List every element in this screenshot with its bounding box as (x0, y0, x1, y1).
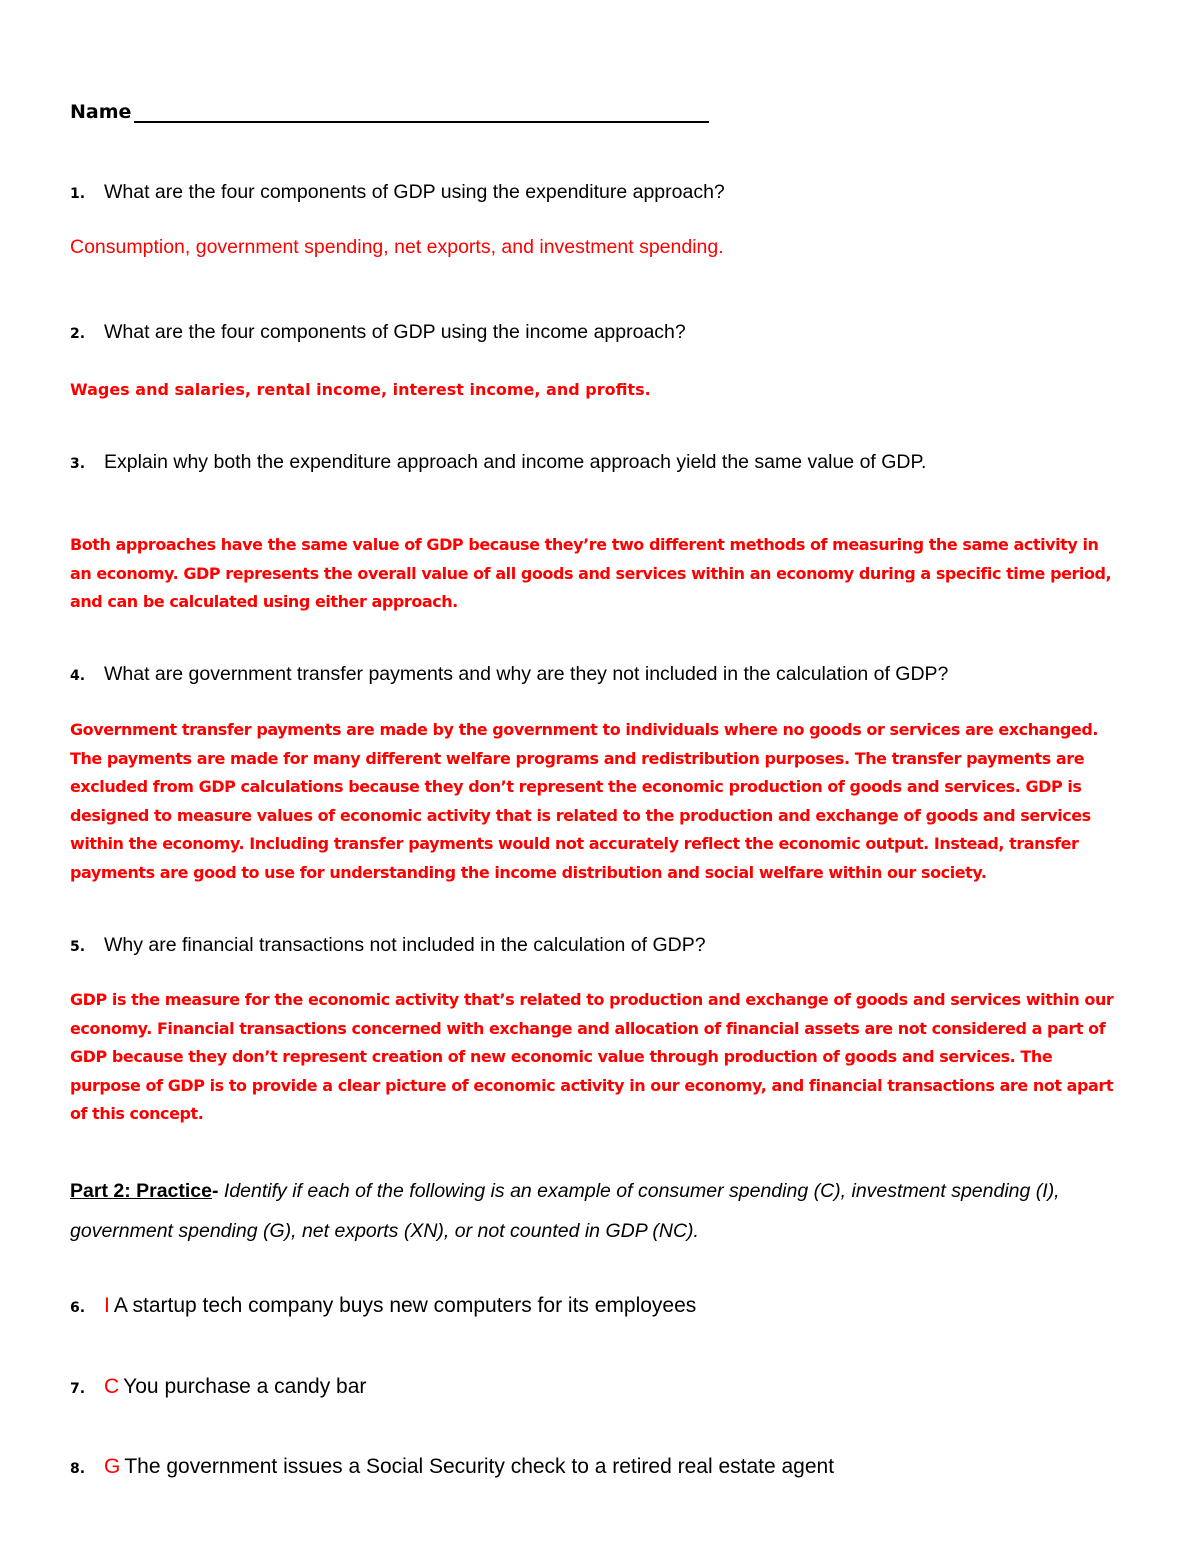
question-text: What are the four components of GDP using the expenditure approach? (104, 181, 725, 203)
question-number: 7. (70, 1381, 86, 1397)
question-text: What are government transfer payments and why are they not included in the calculation of GDP? (104, 663, 949, 685)
question-5 (70, 934, 706, 957)
practice-answer: C (104, 1375, 120, 1398)
answer-line: Both approaches have the same value of GDP because they’re two different methods of measuring the same activity in (70, 535, 1099, 554)
question-number: 3. (70, 456, 86, 472)
question-text: Why are financial transactions not included in the calculation of GDP? (104, 934, 706, 956)
answer-line: of this concept. (70, 1104, 204, 1123)
practice-item-8 (70, 1455, 834, 1479)
answer-1: Consumption, government spending, net exports, and investment spending. (70, 236, 724, 258)
question-text: Explain why both the expenditure approach and income approach yield the same value of GDP. (104, 451, 927, 473)
answer-line: The payments are made for many different welfare programs and redistribution purposes. The transfer payments are (70, 748, 1085, 768)
question-text: What are the four components of GDP using the income approach? (104, 321, 686, 343)
answer-5 (70, 986, 1135, 1129)
answer-line: payments are good to use for understanding the income distribution and social welfare within our society. (70, 862, 987, 882)
question-number: 4. (70, 668, 86, 684)
practice-item-7 (70, 1375, 366, 1399)
question-number: 1. (70, 186, 86, 202)
answer-3 (70, 531, 1135, 617)
part2-instructions: Identify if each of the following is an example of consumer spending (C), investment spending (I), government spending (G), net exports (XN), or not counted in GDP (NC). (70, 1180, 1060, 1242)
part2-heading (70, 1171, 1070, 1251)
answer-line: designed to measure values of economic activity that is related to the production and exchange of goods and services (70, 805, 1091, 825)
question-1 (70, 181, 725, 204)
name-input-line[interactable] (134, 121, 709, 123)
answer-4 (70, 716, 1135, 887)
answer-line: within the economy. Including transfer payments would not accurately reflect the economic output. Instead, transfer (70, 834, 1079, 853)
answer-2: Wages and salaries, rental income, interest income, and profits. (70, 380, 651, 399)
answer-line: GDP is the measure for the economic activity that’s related to production and exchange of goods and services within our (70, 990, 1114, 1009)
question-3 (70, 451, 926, 474)
answer-line: purpose of GDP is to provide a clear picture of economic activity in our economy, and financial transactions are not apart (70, 1075, 1114, 1095)
practice-text: The government issues a Social Security check to a retired real estate agent (124, 1455, 835, 1478)
name-label: Name (70, 101, 132, 123)
answer-line: an economy. GDP represents the overall value of all goods and services within an economy during a specific time period, (70, 563, 1112, 583)
practice-answer: G (104, 1455, 121, 1478)
answer-line: and can be calculated using either approach. (70, 592, 458, 611)
practice-text: You purchase a candy bar (123, 1375, 367, 1398)
part2-dash: - (212, 1180, 219, 1202)
part2-title: Part 2: Practice (70, 1180, 212, 1202)
question-number: 5. (70, 939, 86, 955)
practice-text: A startup tech company buys new computers for its employees (113, 1294, 697, 1317)
question-number: 8. (70, 1461, 86, 1477)
answer-line: Government transfer payments are made by the government to individuals where no goods or services are exchanged. (70, 720, 1098, 739)
question-2 (70, 321, 686, 344)
answer-line: GDP because they don’t represent creation of new economic value through production of goods and services. The (70, 1047, 1053, 1066)
answer-line: economy. Financial transactions concerned with exchange and allocation of financial assets are not considered a part of (70, 1018, 1106, 1038)
practice-item-6 (70, 1294, 696, 1318)
answer-line: excluded from GDP calculations because they don’t represent the economic production of goods and services. GDP is (70, 777, 1082, 796)
practice-answer: I (104, 1294, 110, 1317)
question-number: 2. (70, 326, 86, 342)
question-number: 6. (70, 1300, 86, 1316)
question-4 (70, 663, 948, 686)
